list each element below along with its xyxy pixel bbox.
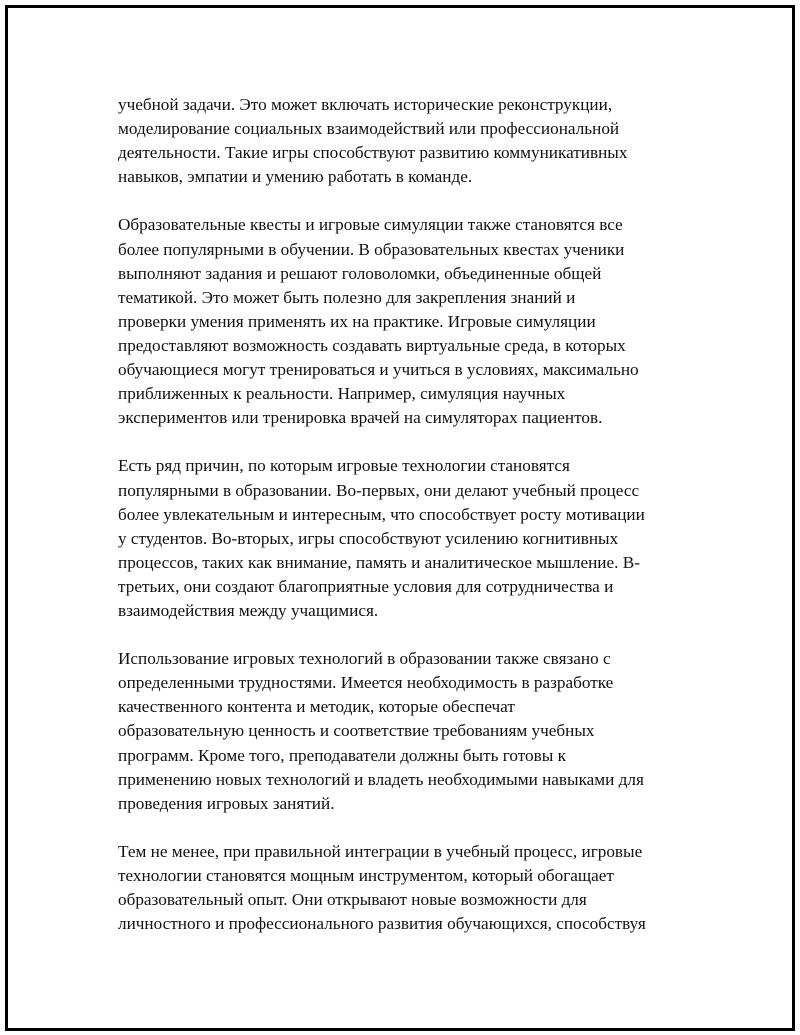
text-line: популярными в образовании. Во-первых, они делают учебный процесс: [118, 480, 640, 500]
text-line: навыков, эмпатии и умению работать в команде.: [118, 167, 473, 187]
text-line: моделирование социальных взаимодействий или профессиональной: [118, 119, 620, 139]
text-line: более увлекательным и интересным, что способствует росту мотивации: [118, 504, 645, 524]
text-line: обучающиеся могут тренироваться и учиться в условиях, максимально: [118, 360, 639, 380]
text-line: определенными трудностями. Имеется необходимость в разработке: [118, 673, 614, 693]
paragraph: [118, 93, 708, 189]
paragraph: [118, 647, 708, 816]
text-line: применению новых технологий и владеть необходимыми навыками для: [118, 769, 644, 789]
text-line: технологии становятся мощным инструментом, который обогащает: [118, 866, 614, 885]
paragraph: [118, 213, 708, 430]
text-line: тематикой. Это может быть полезно для закрепления знаний и: [118, 287, 576, 307]
text-line: Есть ряд причин, по которым игровые технологии становятся: [118, 456, 570, 476]
text-line: качественного контента и методик, которые обеспечат: [118, 697, 515, 717]
text-line: деятельности. Такие игры способствуют развитию коммуникативных: [118, 143, 628, 163]
paragraph: [118, 454, 708, 623]
text-line: предоставляют возможность создавать виртуальные среда, в которых: [118, 335, 626, 355]
text-line: личностного и профессионального развития обучающихся, способствуя: [118, 914, 646, 934]
text-line: программ. Кроме того, преподаватели должны быть готовы к: [118, 745, 566, 765]
paragraph: [118, 840, 708, 936]
text-line: образовательный опыт. Они открывают новые возможности для: [118, 890, 587, 910]
text-line: образовательную ценность и соответствие требованиям учебных: [118, 721, 595, 741]
text-line: взаимодействия между учащимися.: [118, 600, 379, 620]
document-body: [118, 93, 708, 960]
text-line: у студентов. Во-вторых, игры способствуют усилению когнитивных: [118, 528, 619, 548]
text-line: Образовательные квесты и игровые симуляции также становятся все: [118, 215, 623, 235]
text-line: Использование игровых технологий в образовании также связано с: [118, 649, 611, 669]
text-line: проверки умения применять их на практике. Игровые симуляции: [118, 311, 596, 331]
text-line: процессов, таких как внимание, память и аналитическое мышление. В-: [118, 552, 640, 572]
text-line: Тем не менее, при правильной интеграции в учебный процесс, игровые: [118, 841, 643, 861]
text-line: третьих, они создают благоприятные условия для сотрудничества и: [118, 576, 614, 596]
text-line: экспериментов или тренировка врачей на симуляторах пациентов.: [118, 408, 603, 428]
text-line: проведения игровых занятий.: [118, 793, 335, 813]
text-line: учебной задачи. Это может включать исторические реконструкции,: [118, 95, 613, 114]
text-line: более популярными в обучении. В образовательных квестах ученики: [118, 239, 625, 259]
text-line: выполняют задания и решают головоломки, объединенные общей: [118, 263, 602, 283]
text-line: приближенных к реальности. Например, симуляция научных: [118, 384, 566, 404]
